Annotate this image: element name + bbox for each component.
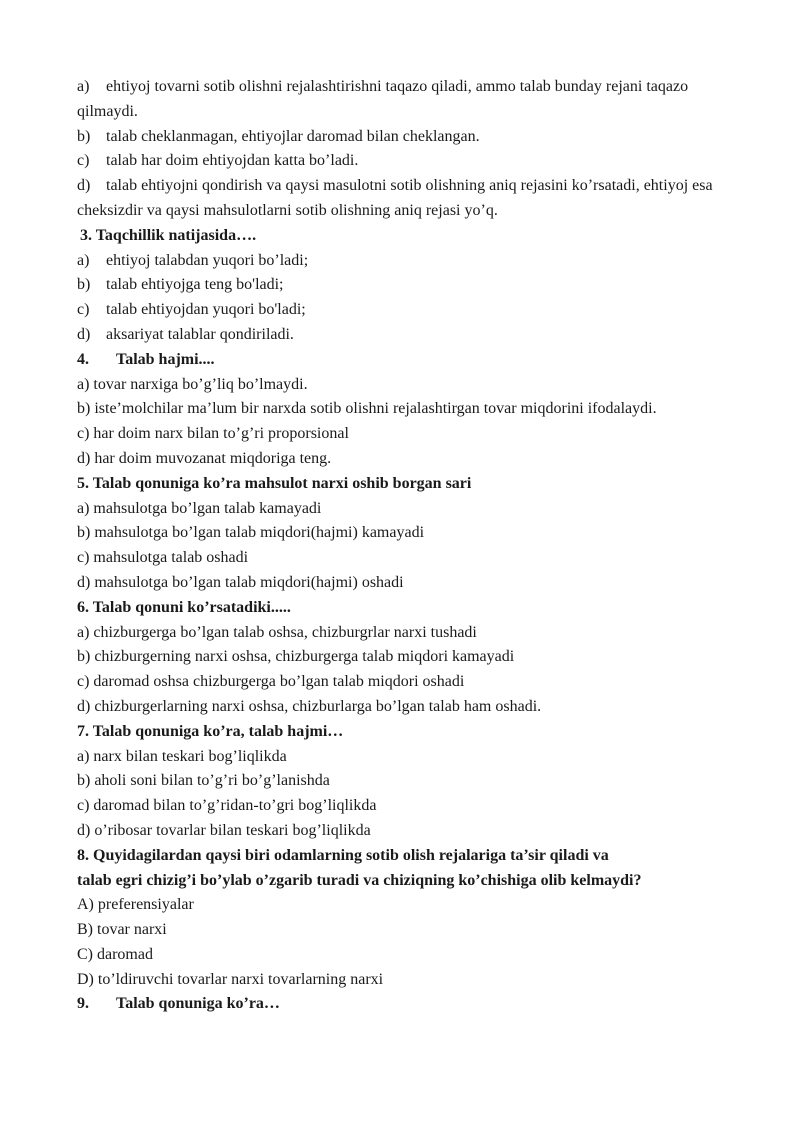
question-7-title: 7. Talab qonuniga ko’ra, talab hajmi…: [77, 722, 344, 740]
option-text: aksariyat talablar qondiriladi.: [106, 325, 294, 343]
option-text: talab ehtiyojni qondirish va qaysi masulotni sotib olishning aniq rejasini ko’rsatadi, ehtiyoj esa cheksizdir va qaysi mahsulotlarni sotib olishning aniq rejasi yo’q.: [77, 177, 713, 219]
q7-option-b: b) aholi soni bilan to’g’ri bo’g’lanishda: [77, 772, 330, 790]
q4-option-a: a) tovar narxiga bo’g’liq bo’lmaydi.: [77, 375, 308, 393]
option-label: a): [77, 251, 90, 269]
q5-option-a: a) mahsulotga bo’lgan talab kamayadi: [77, 499, 322, 517]
q5-option-c: c) mahsulotga talab oshadi: [77, 549, 249, 567]
q5-option-d: d) mahsulotga bo’lgan talab miqdori(hajmi) oshadi: [77, 573, 404, 591]
option-label: c): [77, 152, 90, 170]
option-label: d): [77, 325, 91, 343]
q8-option-a: A) preferensiyalar: [77, 896, 194, 914]
q7-option-d: d) o’ribosar tovarlar bilan teskari bog’liqlikda: [77, 821, 371, 839]
question-9-title: [77, 992, 740, 1017]
question-3-title: 3. Taqchillik natijasida….: [80, 226, 257, 244]
option-text: ehtiyoj tovarni sotib olishni rejalashtirishni taqazo qiladi, ammo talab bunday rejani taqazo qilmaydi.: [77, 78, 689, 120]
q2-option-b: [77, 125, 740, 150]
q3-option-b: [77, 273, 740, 298]
q8-option-b: B) tovar narxi: [77, 921, 167, 939]
question-6-title: 6. Talab qonuni ko’rsatadiki.....: [77, 598, 291, 616]
question-text: Talab qonuniga ko’ra…: [116, 995, 280, 1013]
option-text: ehtiyoj talabdan yuqori bo’ladi;: [106, 251, 309, 269]
option-label: d): [77, 177, 91, 195]
option-text: talab ehtiyojga teng bo'ladi;: [106, 276, 284, 294]
q2-option-c: [77, 149, 740, 174]
option-label: c): [77, 301, 90, 319]
q6-option-c: c) daromad oshsa chizburgerga bo’lgan talab miqdori oshadi: [77, 673, 465, 691]
q6-option-a: a) chizburgerga bo’lgan talab oshsa, chizburgrlar narxi tushadi: [77, 623, 477, 641]
option-label: b): [77, 276, 91, 294]
q5-option-b: b) mahsulotga bo’lgan talab miqdori(hajmi) kamayadi: [77, 524, 425, 542]
question-number: 9.: [77, 995, 89, 1013]
q3-option-d: [77, 323, 740, 348]
q8-option-c: C) daromad: [77, 945, 153, 963]
q6-option-b: b) chizburgerning narxi oshsa, chizburgerga talab miqdori kamayadi: [77, 648, 515, 666]
question-number: 4.: [77, 350, 89, 368]
question-5-title: 5. Talab qonuniga ko’ra mahsulot narxi oshib borgan sari: [77, 474, 472, 492]
question-8-title-line-2: talab egri chizig’i bo’ylab o’zgarib turadi va chiziqning ko’chishiga olib kelmaydi?: [77, 871, 642, 889]
q4-option-b: b) iste’molchilar ma’lum bir narxda sotib olishni rejalashtirgan tovar miqdorini ifodalaydi.: [77, 400, 657, 418]
option-text: talab ehtiyojdan yuqori bo'ladi;: [106, 301, 306, 319]
q3-option-c: [77, 298, 740, 323]
question-4-title: [77, 348, 740, 373]
option-label: b): [77, 127, 91, 145]
question-text: Talab hajmi....: [116, 350, 215, 368]
q2-option-d: [77, 174, 742, 224]
q2-option-a: [77, 75, 742, 125]
q7-option-a: a) narx bilan teskari bog’liqlikda: [77, 747, 287, 765]
q8-option-d: D) to’ldiruvchi tovarlar narxi tovarlarning narxi: [77, 970, 384, 988]
q6-option-d: d) chizburgerlarning narxi oshsa, chizburlarga bo’lgan talab ham oshadi.: [77, 697, 542, 715]
q3-option-a: [77, 249, 740, 274]
option-text: talab har doim ehtiyojdan katta bo’ladi.: [106, 152, 359, 170]
q7-option-c: c) daromad bilan to’g’ridan-to’gri bog’liqlikda: [77, 797, 377, 815]
question-8-title-line-1: 8. Quyidagilardan qaysi biri odamlarning sotib olish rejalariga ta’sir qiladi va: [77, 846, 609, 864]
option-text: talab cheklanmagan, ehtiyojlar daromad bilan cheklangan.: [106, 127, 480, 145]
option-label: a): [77, 78, 90, 95]
q4-option-d: d) har doim muvozanat miqdoriga teng.: [77, 449, 332, 467]
q4-option-c: c) har doim narx bilan to’g’ri proporsional: [77, 425, 349, 443]
